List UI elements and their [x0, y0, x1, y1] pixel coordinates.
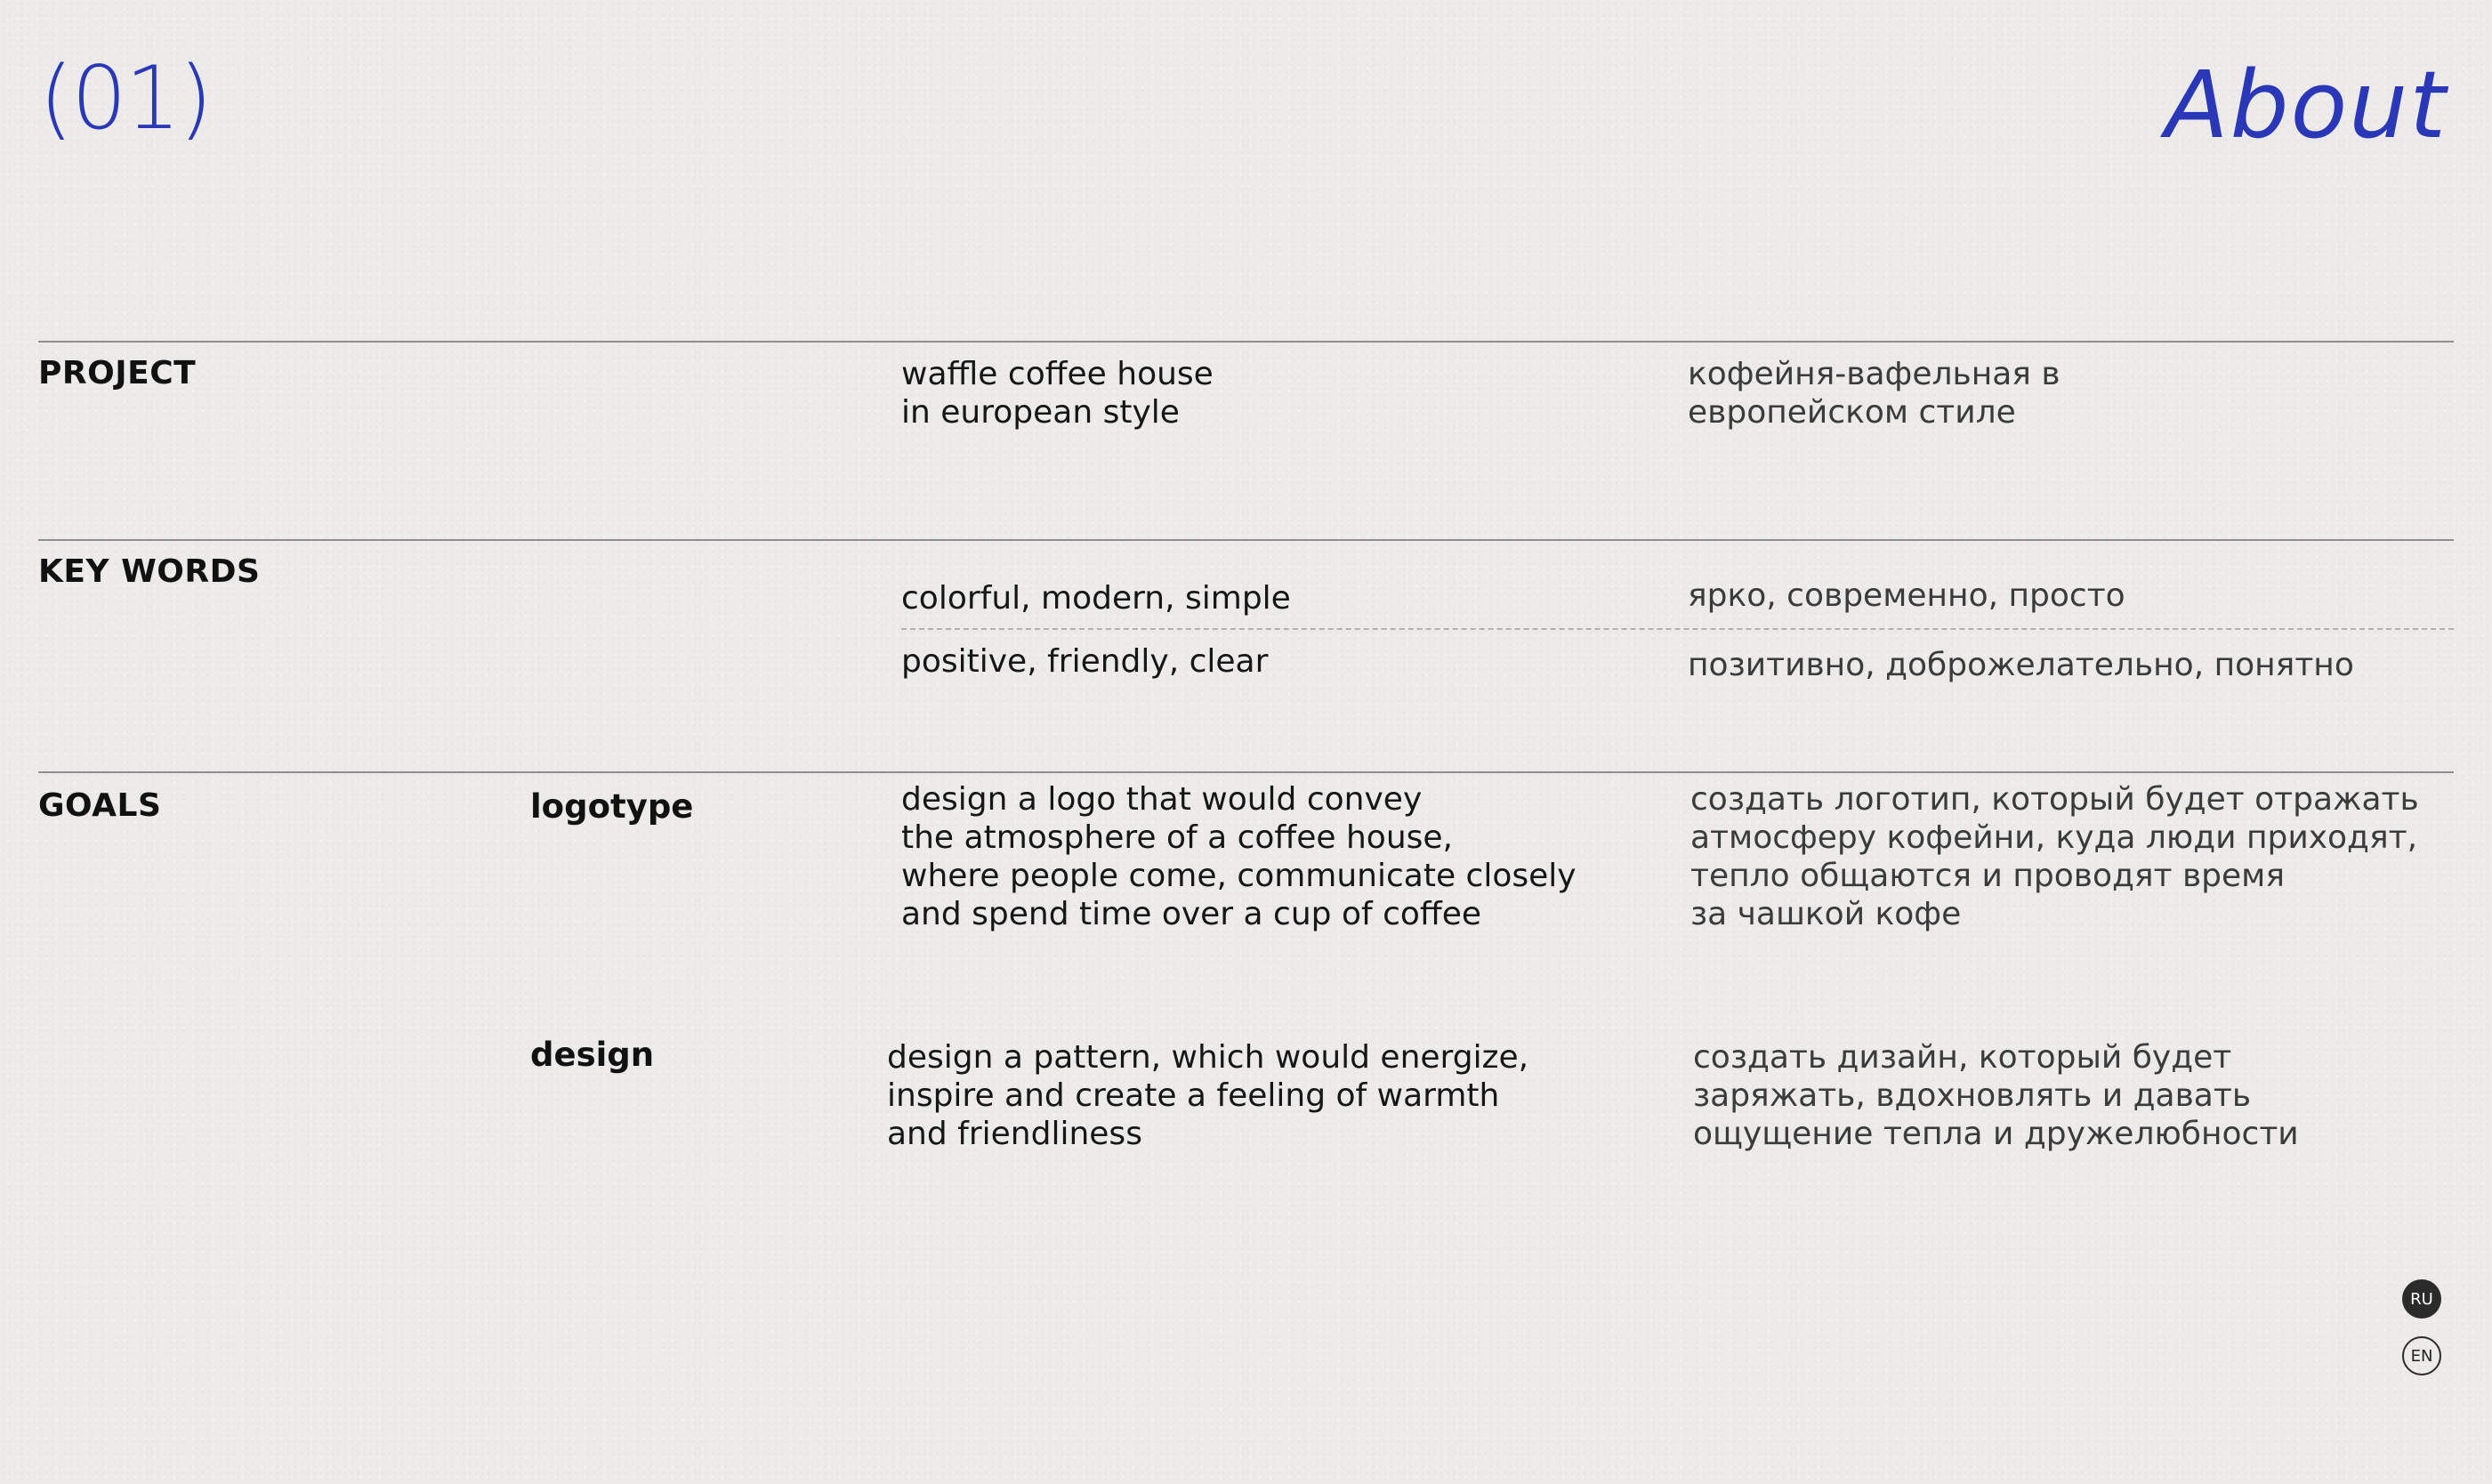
goals-design-en: design a pattern, which would energize, inspire and create a feeling of warmth and friendliness [887, 1039, 1529, 1152]
section-number: (01) [39, 48, 212, 149]
goals-label: GOALS [38, 787, 162, 824]
project-label: PROJECT [38, 355, 197, 391]
goals-logotype-ru: создать логотип, который будет отражать атмосферу кофейни, куда люди приходят, тепло общаются и проводят время за чашкой кофе [1690, 781, 2419, 932]
goals-logotype-label: logotype [530, 787, 694, 826]
keywords-en-line1: colorful, modern, simple [901, 580, 1291, 617]
divider-keywords-dashed [901, 628, 2454, 630]
language-ru-button[interactable]: RU [2402, 1279, 2441, 1319]
page-title: About [2165, 51, 2448, 159]
keywords-label: KEY WORDS [38, 553, 261, 590]
keywords-ru-line2: позитивно, доброжелательно, понятно [1688, 647, 2354, 683]
keywords-ru-line1: ярко, современно, просто [1688, 577, 2125, 614]
goals-logotype-en: design a logo that would convey the atmosphere of a coffee house, where people come, communicate closely and spend time over a cup of coffee [901, 781, 1577, 932]
language-en-button[interactable]: EN [2402, 1336, 2441, 1375]
keywords-en-line2: positive, friendly, clear [901, 643, 1269, 680]
goals-design-ru: создать дизайн, который будет заряжать, вдохновлять и давать ощущение тепла и дружелюбности [1693, 1039, 2299, 1152]
goals-design-label: design [530, 1036, 655, 1074]
divider-keywords [38, 539, 2454, 541]
divider-project [38, 341, 2454, 343]
project-text-en: waffle coffee house in european style [901, 356, 1214, 431]
project-text-ru: кофейня-вафельная в европейском стиле [1688, 356, 2061, 431]
divider-goals [38, 771, 2454, 773]
